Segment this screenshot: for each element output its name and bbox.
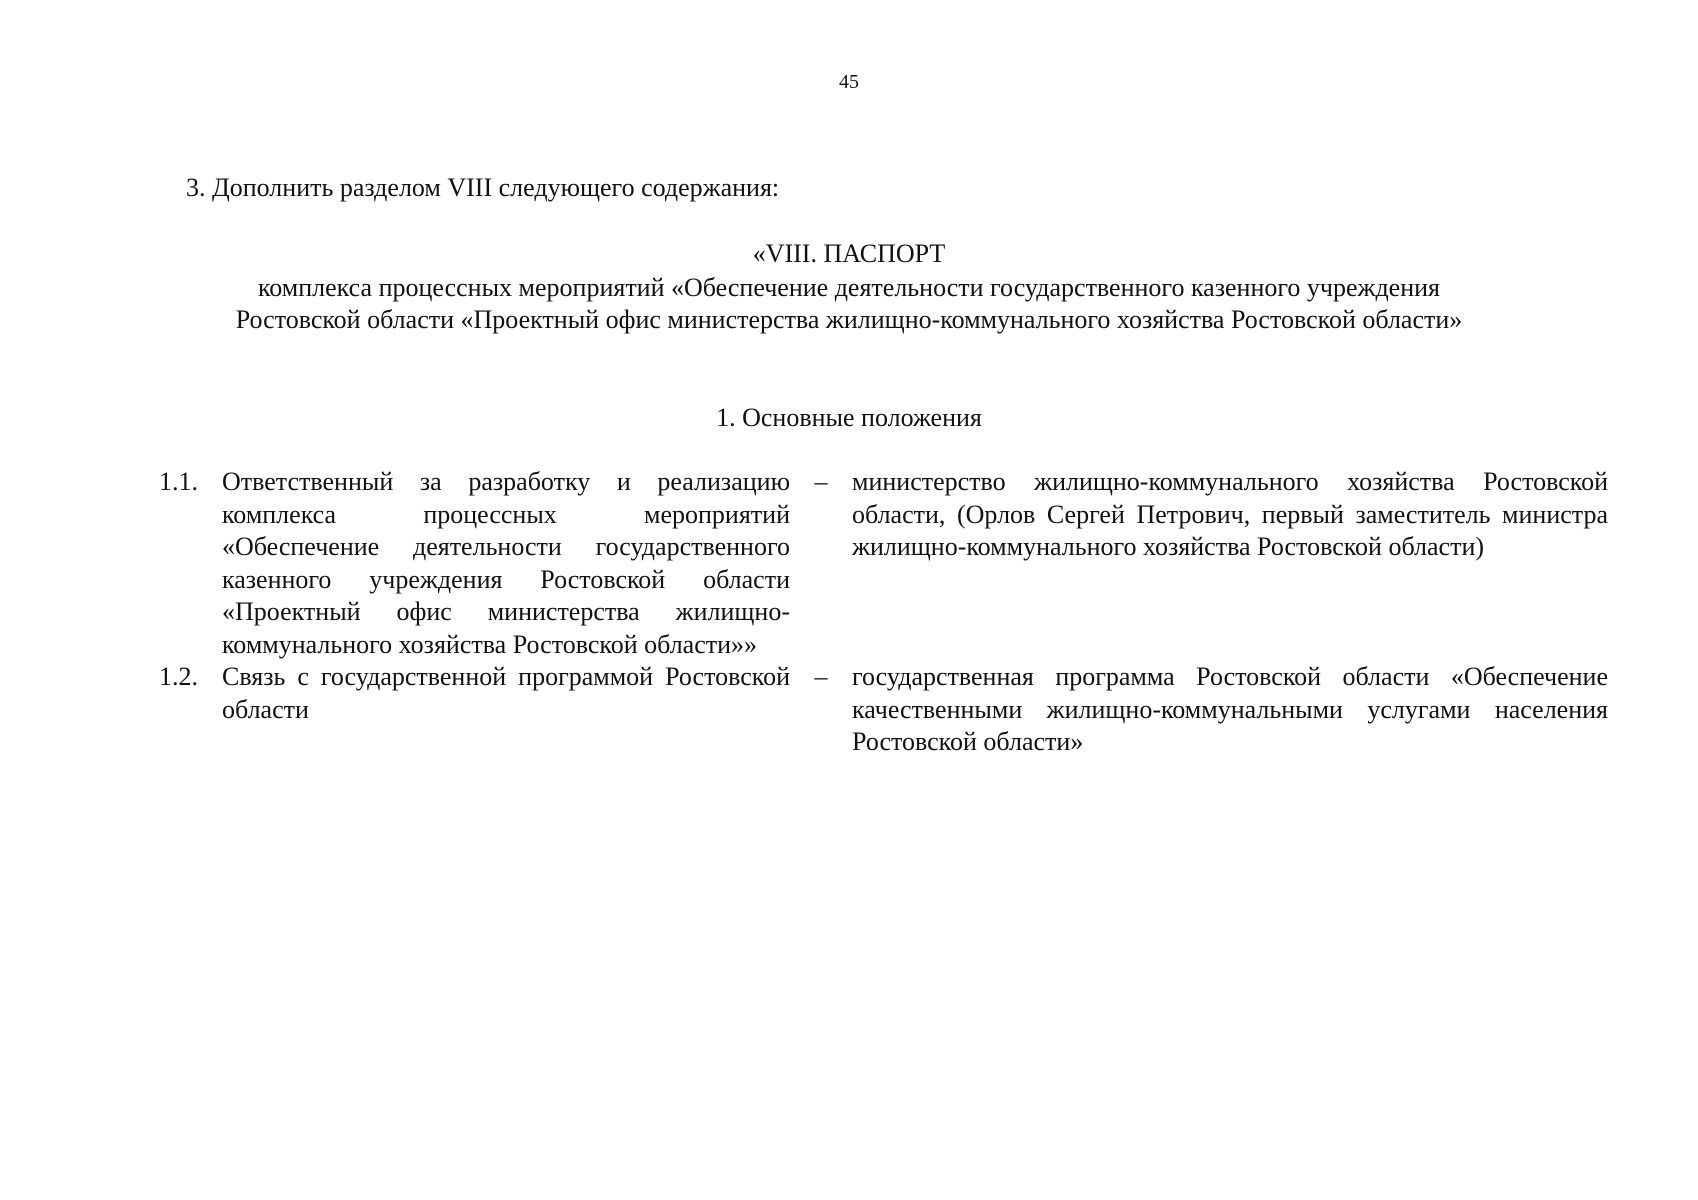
page-number: 45 [839,71,859,93]
passport-subtitle-line-1: комплекса процессных мероприятий «Обеспечение деятельности государственного казенного учреждения [257,273,1441,302]
amendment-instruction: 3. Дополнить разделом VIII следующего содержания: [186,173,780,202]
row-dash: – [814,467,828,496]
row-number: 1.1. [159,467,198,496]
table-row [124,466,1608,661]
row-value: государственная программа Ростовской области «Обеспечение качественными жилищно-коммунальными услугами населения Ростовской области» [852,662,1608,756]
passport-subtitle-line-2: Ростовской области «Проектный офис министерства жилищно-коммунального хозяйства Ростовской области» [235,305,1463,334]
passport-subtitle [0,272,1698,336]
row-label: Ответственный за разработку и реализацию комплекса процессных мероприятий «Обеспечение деятельности государственного казенного учреждения Ростовской области «Проектный офис министерства жилищно-коммунального хозяйства Ростовской области»» [222,467,790,659]
section-heading: 1. Основные положения [716,403,982,432]
row-label: Связь с государственной программой Ростовской области [222,662,790,724]
row-value: министерство жилищно-коммунального хозяйства Ростовской области, (Орлов Сергей Петрович, первый заместитель министра жилищно-коммунального хозяйства Ростовской области) [852,467,1608,561]
row-dash: – [814,662,828,691]
row-number: 1.2. [159,662,198,691]
table-row [124,661,1608,759]
passport-heading: «VIII. ПАСПОРТ [752,239,946,268]
provisions-table [124,466,1608,759]
